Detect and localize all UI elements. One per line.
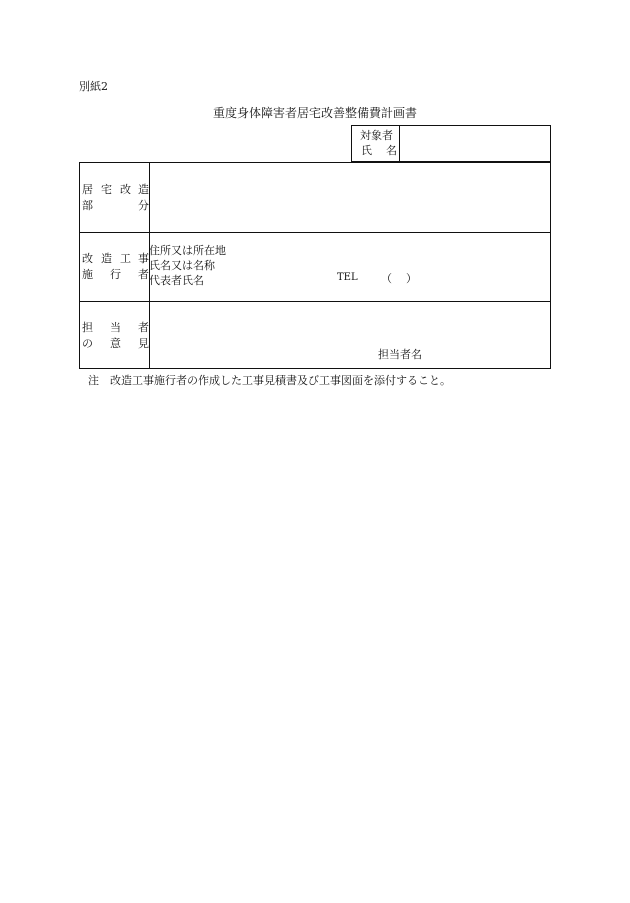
name-label: 氏名又は名称 [149, 259, 215, 272]
renovation-part-field[interactable] [150, 163, 550, 232]
opinion-field[interactable] [150, 302, 550, 369]
label-char: 施 [82, 268, 93, 281]
label-char: 意 [110, 337, 121, 350]
label-char: 事 [138, 252, 149, 265]
label-char: 居 [82, 183, 93, 196]
tel-paren-close: ） [406, 272, 417, 285]
subject-name-box [351, 125, 551, 162]
label-char: 行 [110, 268, 121, 281]
opinion-row [80, 301, 550, 369]
plan-form-table [79, 162, 551, 369]
opinion-label [80, 302, 150, 369]
renovation-part-label [80, 163, 150, 232]
label-char: の [82, 337, 93, 350]
address-label: 住所又は所在地 [149, 244, 226, 257]
representative-label: 代表者氏名 [149, 274, 204, 287]
label-char: 造 [138, 183, 149, 196]
document-title: 重度身体障害者居宅改善整備費計画書 [212, 106, 417, 120]
contractor-row [80, 232, 550, 302]
tel-label: TEL [337, 272, 358, 283]
subject-label-cell [352, 126, 411, 161]
label-char: 宅 [101, 183, 112, 196]
contractor-field[interactable] [270, 233, 550, 302]
label-char: 造 [101, 252, 112, 265]
label-char: 改 [120, 183, 131, 196]
label-char: 担 [82, 321, 93, 334]
label-char: 見 [138, 337, 149, 350]
label-char: 改 [82, 252, 93, 265]
person-in-charge-name-label: 担当者名 [378, 348, 422, 361]
contractor-label [80, 233, 150, 302]
attachment-note: 注 改造工事施行者の作成した工事見積書及び工事図面を添付すること。 [88, 374, 451, 387]
label-char: 部 [82, 199, 93, 212]
tel-paren-open: （ [381, 272, 392, 285]
label-char: 者 [138, 268, 149, 281]
label-char: 分 [138, 199, 149, 212]
label-char: 当 [110, 321, 121, 334]
subject-label-line2: 氏名 [361, 144, 411, 157]
renovation-part-row [80, 163, 550, 232]
label-char: 工 [120, 252, 131, 265]
subject-name-field[interactable] [399, 126, 550, 161]
label-char: 者 [138, 321, 149, 334]
annex-label: 別紙2 [79, 80, 108, 93]
subject-label-line1: 対象者 [360, 129, 393, 142]
